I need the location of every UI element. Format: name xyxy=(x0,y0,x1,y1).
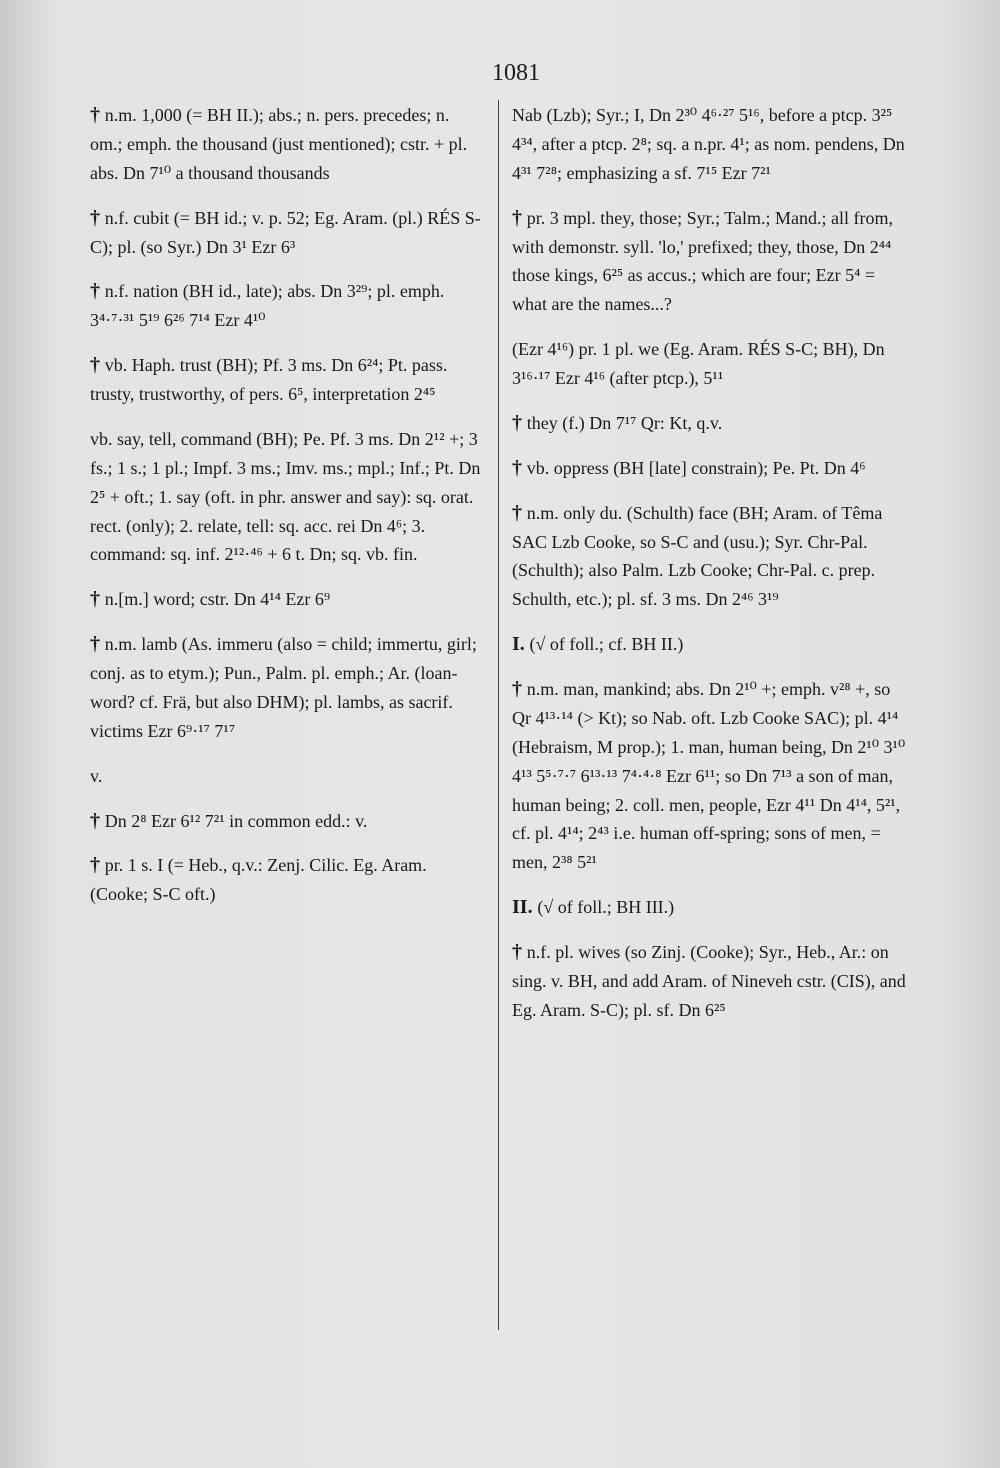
entry-marker: † xyxy=(90,809,100,832)
entry-text: (√ of foll.; BH III.) xyxy=(537,897,675,918)
entry-marker: † xyxy=(90,354,100,377)
dictionary-entry xyxy=(512,334,907,394)
entry-marker: II. xyxy=(512,896,533,919)
dictionary-entry xyxy=(90,203,485,263)
entry-text: n.m. 1,000 (= BH II.); abs.; n. pers. precedes; n. om.; emph. the thousand (just mentioned); cstr. + pl. abs. Dn 7¹⁰ a thousand thousands xyxy=(90,105,468,183)
entry-marker: † xyxy=(512,678,522,700)
entry-text: n.f. pl. wives (so Zinj. (Cooke); Syr., Heb., Ar.: on sing. v. BH, and add Aram. of Nineveh cstr. (CIS), and Eg. Aram. S-C); pl. sf. Dn 6²⁵ xyxy=(512,942,906,1020)
entry-marker: † xyxy=(512,501,522,524)
running-head xyxy=(80,58,940,98)
entry-text: vb. oppress (BH [late] constrain); Pe. Pt. Dn 4⁶ xyxy=(526,457,866,478)
entry-marker: I. xyxy=(512,633,525,656)
entry-text: n.f. cubit (= BH id.; v. p. 52; Eg. Aram. (pl.) RÉS S-C); pl. (so Syr.) Dn 3¹ Ezr 6³ xyxy=(90,207,481,257)
dictionary-entry xyxy=(512,892,907,923)
entry-text: n.m. man, mankind; abs. Dn 2¹⁰ +; emph. v²⁸ +, so Qr 4¹³·¹⁴ (> Kt); so Nab. oft. Lzb Cooke SAC); pl. 4¹⁴ (Hebraism, M prop.); 1. man, human being, Dn 2¹⁰ 3¹⁰ 4¹³ 5⁵·⁷·⁷ 6¹³·¹³ 7⁴·⁴·⁸ Ezr 6¹¹; so Dn 7¹³ a son of man, human being; 2. coll. men, people, Ezr 4¹¹ Dn 4¹⁴, 5²¹, cf. pl. 4¹⁴; 2⁴³ i.e. human off-spring; sons of men, = men, 2³⁸ 5²¹ xyxy=(512,679,906,873)
entry-text: they (f.) Dn 7¹⁷ Qr: Kt, q.v. xyxy=(526,412,723,433)
entry-marker: † xyxy=(512,941,522,963)
entry-marker: † xyxy=(90,633,100,656)
dictionary-entry xyxy=(90,424,485,570)
dictionary-entry xyxy=(512,498,907,616)
dictionary-entry xyxy=(90,629,485,747)
entry-marker: † xyxy=(90,280,100,303)
entry-text: n.f. nation (BH id., late); abs. Dn 3²⁹; pl. emph. 3⁴·⁷·³¹ 5¹⁹ 6²⁶ 7¹⁴ Ezr 4¹⁰ xyxy=(90,281,445,331)
entry-text: Dn 2⁸ Ezr 6¹² 7²¹ in common edd.: v. xyxy=(104,810,368,831)
dictionary-entry xyxy=(512,408,907,439)
entry-text: n.[m.] word; cstr. Dn 4¹⁴ Ezr 6⁹ xyxy=(104,589,331,610)
entry-text: vb. say, tell, command (BH); Pe. Pf. 3 ms. Dn 2¹² +; 3 fs.; 1 s.; 1 pl.; Impf. 3 ms.; Imv. ms.; mpl.; Inf.; Pt. Dn 2⁵ + oft.; 1. say (oft. in phr. answer and say): sq. orat. rect. (only); 2. relate, tell: sq. acc. rei Dn 4⁶; 3. command: sq. inf. 2¹²·⁴⁶ + 6 t. Dn; sq. vb. fin. xyxy=(90,428,481,565)
dictionary-entry xyxy=(512,674,907,878)
dictionary-entry xyxy=(90,806,485,837)
entry-text: n.m. only du. (Schulth) face (BH; Aram. of Têma SAC Lzb Cooke, so S-C and (usu.); Syr. Chr-Pal. (Schulth); also Palm. Lzb Cooke; Chr-Pal. c. prep. Schulth, etc.); pl. sf. 3 ms. Dn 2⁴⁶ 3¹⁹ xyxy=(512,502,883,610)
entry-text: Nab (Lzb); Syr.; I, Dn 2³⁰ 4⁶·²⁷ 5¹⁶, before a ptcp. 3²⁵ 4³⁴, after a ptcp. 2⁸; sq. a n.pr. 4¹; as nom. pendens, Dn 4³¹ 7²⁸; emphasizing a sf. 7¹⁵ Ezr 7²¹ xyxy=(512,105,905,183)
entry-marker: † xyxy=(512,456,522,479)
entry-text: pr. 3 mpl. they, those; Syr.; Talm.; Mand.; all from, with demonstr. syll. 'lo,' prefixed; they, those, Dn 2⁴⁴ those kings, 6²⁵ as accus.; which are four; Ezr 5⁴ = what are the names...? xyxy=(512,207,893,315)
entry-marker: † xyxy=(512,206,522,229)
dictionary-entry xyxy=(90,276,485,336)
dictionary-entry xyxy=(512,629,907,660)
left-column xyxy=(90,100,485,924)
dictionary-entry xyxy=(90,850,485,910)
entry-text: vb. Haph. trust (BH); Pf. 3 ms. Dn 6²⁴; Pt. pass. trusty, trustworthy, of pers. 6⁵, interpretation 2⁴⁵ xyxy=(90,355,448,404)
dictionary-entry xyxy=(90,761,485,792)
dictionary-entry xyxy=(512,100,907,189)
entry-text: pr. 1 s. I (= Heb., q.v.: Zenj. Cilic. Eg. Aram. (Cooke; S-C oft.) xyxy=(90,855,427,905)
dictionary-entry xyxy=(512,453,907,484)
entry-marker: † xyxy=(90,854,100,877)
right-column xyxy=(512,100,907,1040)
entry-text: v. xyxy=(90,765,103,786)
entry-marker: † xyxy=(90,104,100,126)
entry-marker: † xyxy=(512,411,522,434)
entry-text: (√ of foll.; cf. BH II.) xyxy=(529,634,684,655)
dictionary-entry xyxy=(90,584,485,615)
entry-text: n.m. lamb (As. immeru (also = child; immertu, girl; conj. as to etym.); Pun., Palm. pl. emph.; Ar. (loan-word? cf. Frä, but also DHM); pl. lambs, as sacrif. victims Ezr 6⁹·¹⁷ 7¹⁷ xyxy=(90,634,477,741)
column-divider xyxy=(498,100,499,1330)
dictionary-entry xyxy=(512,203,907,321)
entry-text: (Ezr 4¹⁶) pr. 1 pl. we (Eg. Aram. RÉS S-C; BH), Dn 3¹⁶·¹⁷ Ezr 4¹⁶ (after ptcp.), 5¹¹ xyxy=(512,339,885,388)
entry-marker: † xyxy=(90,206,100,229)
page-number: 1081 xyxy=(492,60,540,86)
entry-marker: † xyxy=(90,588,100,611)
dictionary-entry xyxy=(90,350,485,410)
dictionary-entry xyxy=(512,937,907,1026)
dictionary-entry xyxy=(90,100,485,189)
